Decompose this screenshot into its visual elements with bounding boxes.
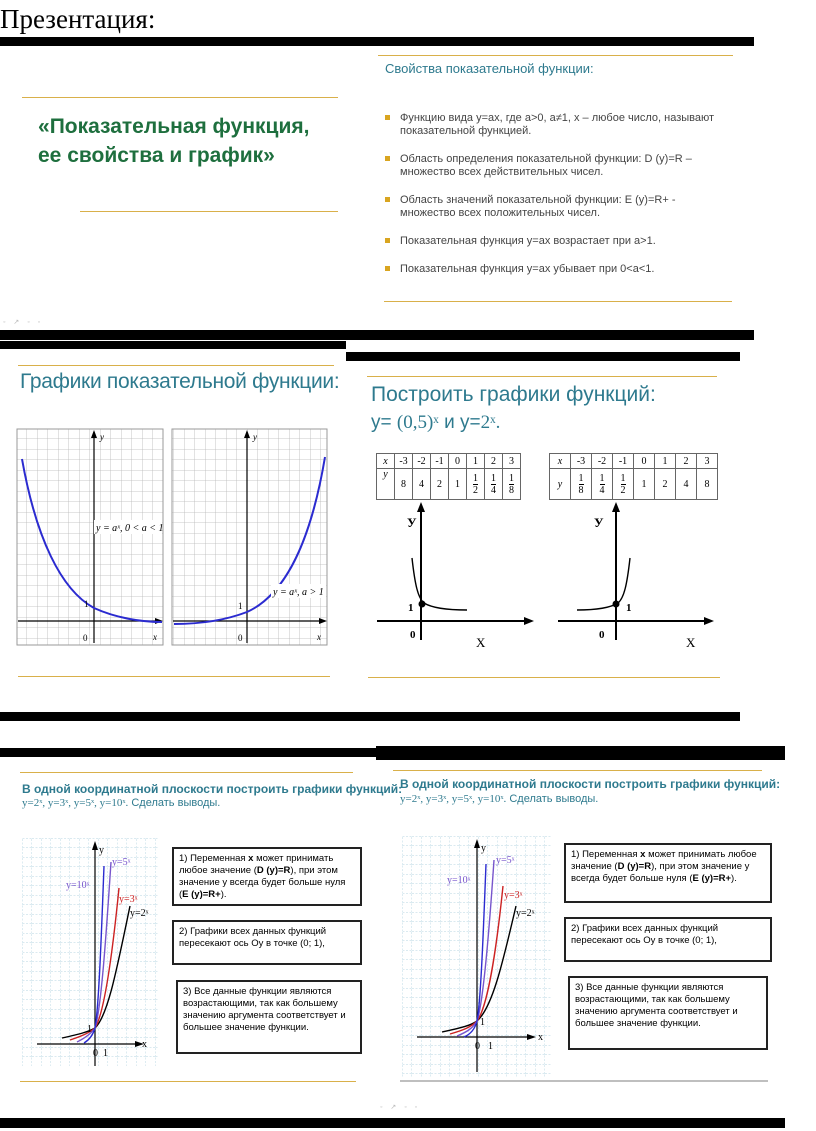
divider-bar <box>0 330 754 340</box>
divider-bar <box>0 37 754 46</box>
conclusion-box-3: 3) Все данные функции являются возрастающими, так как большему значению аргумента соответствует и большее значение функции. <box>568 976 768 1050</box>
slide1-subtitle: Свойства показательной функции: <box>385 61 594 76</box>
slide3-graphs <box>372 500 717 650</box>
one-x-label: 1 <box>103 1048 108 1059</box>
x-label: x <box>538 1032 543 1043</box>
values-table-two: x -3 -2 -1 0 1 2 3 y $\frac{1}{8}$ $\frac{1}{4}$ $\frac{1}{2}$ 1 2 4 8 <box>549 453 718 500</box>
grid-left <box>17 429 163 645</box>
conclusion-box-3: 3) Все данные функции являются возрастающими, так как большему значению аргумента соответствует и большее значение функции. <box>176 980 362 1054</box>
slide2-graphs <box>16 428 328 648</box>
one-label: 1 <box>238 601 243 611</box>
slide4-functions: y=2ˣ, y=3ˣ, y=5ˣ, y=10ˣ. Сделать выводы. <box>400 793 599 805</box>
zero-label: 0 <box>93 1048 98 1059</box>
zero-label: 0 <box>599 629 605 641</box>
gold-rule <box>22 97 338 98</box>
zero-label: 0 <box>475 1041 480 1052</box>
list-item: Область значений показательной функции: E (y)=R+ - множество всех положительных чисел. <box>384 194 734 220</box>
label-y3x: y=3ˣ <box>119 894 138 905</box>
gold-rule <box>393 770 762 771</box>
y-label: y <box>99 845 104 856</box>
one-label: 1 <box>626 602 632 614</box>
divider-bar <box>0 341 346 349</box>
slide4-title: В одной координатной плоскости построить графики функций: <box>22 782 403 796</box>
conclusion-box-2: 2) Графики всех данных функций пересекают ось Оу в точке (0; 1), <box>172 920 362 965</box>
list-item: Функцию вида y=ax, где a>0, a≠1, x – любое число, называют показательной функцией. <box>384 112 734 138</box>
conclusion-box-2: 2) Графики всех данных функций пересекают ось Оу в точке (0; 1), <box>564 917 772 962</box>
slide3-functions: y= (0,5)ˣ и y=2ˣ. <box>371 412 501 433</box>
slide4-functions: y=2ˣ, y=3ˣ, y=5ˣ, y=10ˣ. Сделать выводы. <box>22 797 221 809</box>
label-y2x: y=2ˣ <box>130 908 149 919</box>
y-axis-arrow-icon <box>612 502 620 512</box>
x-label: Х <box>476 635 486 650</box>
gold-rule <box>384 301 732 302</box>
x-label: Х <box>686 635 696 650</box>
gold-rule <box>18 365 334 366</box>
one-y-label: 1 <box>87 1024 92 1035</box>
x-axis-arrow-icon <box>524 617 534 625</box>
divider-bar <box>0 712 346 721</box>
one-label: 1 <box>84 599 89 609</box>
label-y5x: y=5ˣ <box>112 857 131 868</box>
gold-rule <box>20 772 353 773</box>
one-label: 1 <box>408 602 414 614</box>
one-x-label: 1 <box>488 1041 493 1052</box>
zero-label: 0 <box>83 633 88 643</box>
label-y2x: y=2ˣ <box>516 908 535 919</box>
label-y10x: y=10ˣ <box>447 875 471 886</box>
slide4-title: В одной координатной плоскости построить графики функций: <box>400 777 781 791</box>
gold-rule <box>18 676 330 677</box>
slide4-graph <box>402 836 552 1078</box>
slide-nav-icon: ◦ ↗ ◦ ◦ <box>3 319 44 326</box>
gold-rule <box>368 677 720 678</box>
slide2-title: Графики показательной функции: <box>20 370 340 393</box>
gold-rule <box>378 55 733 56</box>
y-axis-arrow-icon <box>417 502 425 512</box>
divider-bar <box>0 748 380 757</box>
x-label: x <box>317 632 321 642</box>
y-label: y <box>481 843 486 854</box>
curve-two <box>577 558 630 610</box>
y-label: y <box>253 432 257 442</box>
y-label: У <box>407 515 417 530</box>
label-y5x: y=5ˣ <box>496 855 515 866</box>
one-y-label: 1 <box>480 1017 485 1028</box>
conclusion-box-1: 1) Переменная x может принимать любое значение (D (y)=R), при этом значение у всегда будет больше нуля (E (y)=R+). <box>564 843 772 903</box>
slide1-title: «Показательная функция, ее свойства и график» <box>38 115 310 167</box>
caption: y = aˣ, a > 1 <box>273 587 324 598</box>
divider-bar <box>0 1118 785 1128</box>
list-item: Область определения показательной функции: D (y)=R – множество всех действительных чисел. <box>384 153 734 179</box>
label-y3x: y=3ˣ <box>504 890 523 901</box>
divider-bar <box>346 352 740 361</box>
label-y10x: y=10ˣ <box>66 880 90 891</box>
conclusion-box-1: 1) Переменная x может принимать любое значение (D (y)=R), при этом значение у всегда будет больше нуля (E (y)=R+). <box>172 847 362 906</box>
y-label: У <box>594 515 604 530</box>
slide-nav-icon: ◦ ↗ ◦ ◦ <box>380 1104 421 1111</box>
x-axis-arrow-icon <box>704 617 714 625</box>
values-table-half: x -3 -2 -1 0 1 2 3 y 8 4 2 1 $\frac{1}{2}$ $\frac{1}{4}$ $\frac{1}{8}$ <box>376 453 521 500</box>
y-label: y <box>100 432 104 442</box>
x-label: x <box>153 632 157 642</box>
slide3-title: Построить графики функций: <box>371 383 656 406</box>
divider-bar <box>376 746 785 760</box>
slide4-graph <box>22 838 159 1066</box>
zero-label: 0 <box>410 629 416 641</box>
gold-rule <box>367 376 717 377</box>
zero-label: 0 <box>238 633 243 643</box>
gold-rule <box>20 1081 356 1082</box>
x-label: x <box>142 1039 147 1050</box>
caption: y = aˣ, 0 < a < 1 <box>96 523 164 534</box>
page-title: Презентация: <box>0 4 156 34</box>
point-0-1 <box>613 601 620 608</box>
slide1-bullets <box>384 112 734 291</box>
list-item: Показательная функция y=ax убывает при 0<a<1. <box>384 263 734 276</box>
point-0-1 <box>419 601 426 608</box>
footer-rule <box>400 1080 768 1082</box>
list-item: Показательная функция y=ax возрастает при a>1. <box>384 235 734 248</box>
gold-rule <box>80 211 338 212</box>
divider-bar <box>346 712 740 721</box>
